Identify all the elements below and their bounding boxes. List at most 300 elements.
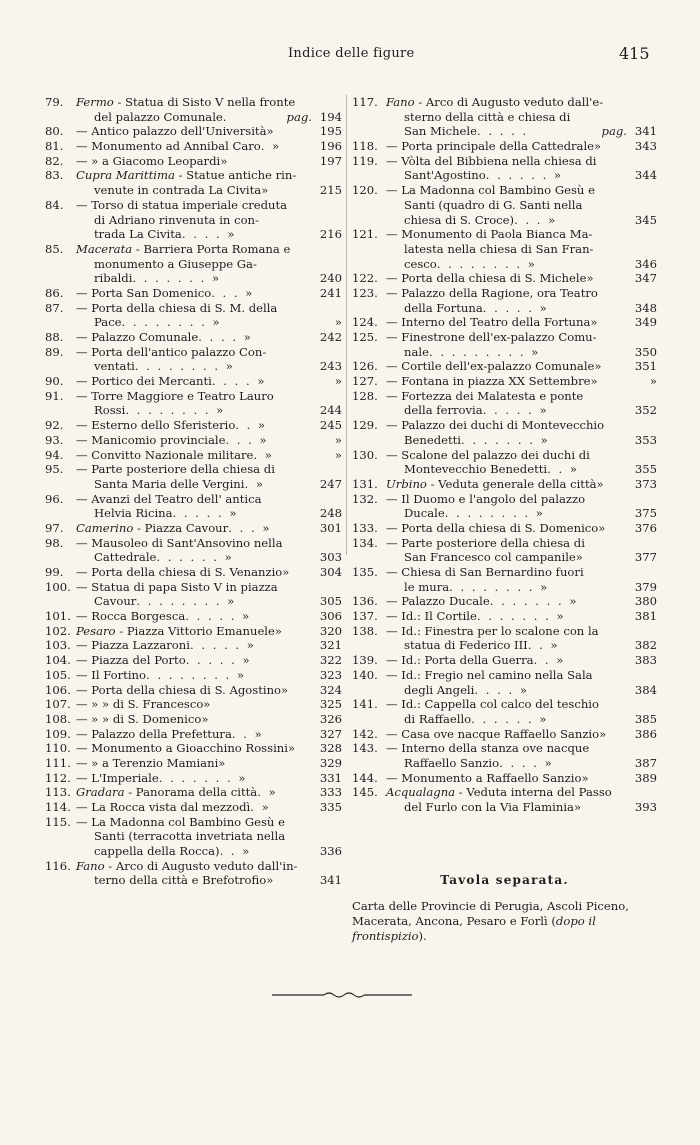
figure-number: 92. [45,418,64,433]
dot-leader: » [266,124,276,139]
index-entry-line [45,580,342,595]
entry-text [386,506,657,521]
page-number-ref: 386 [634,726,657,741]
figure-number: 89. [45,344,64,359]
dot-leader: » [596,476,606,491]
page-number-ref: 380 [634,594,657,609]
dot-leader: . . . . . . . . » [136,594,237,609]
index-entry-line [45,242,342,257]
entry-description: Ducale [404,506,445,521]
page-number-ref: » [649,374,657,389]
index-entry-line [45,403,342,418]
ornament-divider [272,990,412,1000]
index-entry-line [45,638,342,653]
entry-text [76,213,342,228]
entry-description: - Statue antiche rin- [174,168,297,183]
entry-description: — Finestrone dell'ex-palazzo Comu- [386,330,597,344]
dot-leader: . . » [231,726,264,741]
page-number-ref: 347 [634,271,657,286]
entry-description: — La Madonna col Bambino Gesù e [76,814,285,829]
figure-number: 79. [45,95,64,109]
figure-number: 108. [45,711,71,726]
entry-text [386,95,657,110]
page-reference [627,580,657,595]
entry-description: — Palazzo della Prefettura [76,726,232,741]
dot-leader: » [282,565,292,579]
place-name: Fano [386,95,415,109]
index-entry-line [352,286,657,301]
entry-description: latesta nella chiesa di San Fran- [404,241,594,256]
page-number-ref: 336 [319,844,342,859]
entry-text [386,389,657,404]
figure-number: 82. [45,153,64,168]
figure-number: 118. [352,139,378,154]
figure-number: 117. [352,95,378,109]
page-number-ref: 245 [319,418,342,433]
tavola-text-italic: dopo il frontispizio [352,914,596,943]
figure-number: 115. [45,814,71,829]
index-entry-line [352,594,657,609]
entry-description: — Antico palazzo dell'Università [76,124,267,139]
entry-text [76,374,342,389]
index-entry-line [352,330,657,345]
figure-number: 112. [45,770,71,785]
page-reference [312,286,342,301]
entry-text [386,198,657,213]
index-entry-line [45,154,342,169]
entry-description: — Porta dell'antico palazzo Con- [76,344,267,359]
entry-text [76,301,342,316]
entry-description: della Fortuna [404,300,483,315]
entry-text [76,492,342,507]
figure-number: 145. [352,785,378,800]
page-number-ref: 216 [319,227,342,242]
figure-number: 116. [45,858,71,873]
page-number-ref: 196 [319,139,342,154]
dot-leader: . . . . . » [172,506,239,521]
dot-leader: . . » [219,844,252,859]
index-entry-line [45,550,342,565]
entry-text [386,727,657,742]
entry-description: ribaldi [94,271,133,286]
dot-leader: . . . . . . » [471,711,549,726]
index-entry-line [352,683,657,698]
place-name: Gradara [76,785,125,800]
dot-leader: . . . . . . . . » [146,667,247,682]
entry-description: — Porta della chiesa di S. Domenico [386,520,599,535]
dot-leader: . . » [533,653,566,668]
index-entry-line [45,712,342,727]
dot-leader: . . . . » [211,374,267,389]
page-number-ref: 305 [319,594,342,609]
figure-number: 128. [352,388,378,403]
entry-description: — Statua di papa Sisto V in piazza [76,579,278,594]
index-entry-line [352,403,657,418]
index-entry-line [352,168,657,183]
index-entry-line [45,536,342,551]
figure-number: 129. [352,418,378,433]
index-entry-line [352,110,657,125]
figure-number: 93. [45,432,64,447]
index-entry-line [45,859,342,874]
entry-description: - Panorama della città [124,785,258,800]
entry-text [386,697,657,712]
page-reference [627,301,657,316]
page-reference [312,873,342,888]
entry-text [76,154,342,169]
entry-description: — L'Imperiale [76,770,159,785]
index-entry-line [45,227,342,242]
page-number-ref: » [334,432,342,447]
figure-number: 122. [352,271,378,286]
page-reference [312,653,342,668]
entry-description: cesco [404,256,437,271]
index-entry-line [45,800,342,815]
index-entry-line [45,697,342,712]
entry-description: — Avanzi del Teatro dell' antica [76,491,262,506]
entry-description: — Manicomio provinciale [76,432,226,447]
page-number-ref: 247 [319,476,342,491]
dot-leader: . . . » [514,212,558,227]
entry-description: — Monumento a Raffaello Sanzio [386,770,582,785]
place-name: Camerino [76,520,134,535]
index-entry-line [352,771,657,786]
entry-text [76,638,342,653]
dot-leader: . . . . . » [189,638,256,653]
page-reference [627,506,657,521]
entry-text [386,609,657,624]
page-reference [627,462,657,477]
figure-number: 91. [45,388,64,403]
page-reference [312,477,342,492]
dot-leader: . . . » [228,520,272,535]
page-number-ref: 341 [634,124,657,139]
index-entry-line [45,609,342,624]
entry-description: — » » di S. Francesco [76,697,204,712]
index-entry-line [352,565,657,580]
entry-description: Rossi [94,403,126,418]
page-reference [627,477,657,492]
entry-text [76,624,342,639]
page-number-ref: 331 [319,770,342,785]
index-entry-line [352,638,657,653]
entry-description: — Casa ove nacque Raffaello Sanzio [386,726,600,741]
page-number-ref: 197 [319,153,342,168]
entry-text [386,756,657,771]
index-entry-line [352,183,657,198]
entry-text [76,594,342,609]
column-divider [346,95,347,555]
entry-text [76,815,342,830]
index-entry-line [352,95,657,110]
figure-number: 119. [352,153,378,168]
page-reference [627,521,657,536]
entry-text [76,683,342,698]
page-number-ref: 326 [319,711,342,726]
entry-text [76,139,342,154]
entry-text [386,741,657,756]
entry-text [76,829,342,844]
entry-description: - Barriera Porta Romana e [132,241,291,256]
entry-description: Santi (quadro di G. Santi nella [404,197,583,212]
page-reference [312,550,342,565]
figure-number: 107. [45,697,71,712]
page-reference [312,638,342,653]
dot-leader: » [594,359,604,374]
figure-number: 102. [45,623,71,638]
index-entry-line [352,433,657,448]
page-number-ref: 306 [319,609,342,624]
dot-leader: » [581,770,591,785]
entry-description: - Arco di Augusto veduto dall'e- [414,95,604,109]
index-entry-line [352,580,657,595]
index-entry-line [352,697,657,712]
index-entry-line [45,492,342,507]
dot-leader: . . . . . . . . » [121,315,222,330]
index-entry-line [352,154,657,169]
dot-leader: » [287,741,298,756]
dot-leader: . . » [235,418,268,433]
dot-leader: . . . . . . . . » [444,506,545,521]
entry-description: — Cortile dell'ex-palazzo Comunale [386,359,595,374]
index-entry-line [352,271,657,286]
entry-description: - Veduta generale della città [426,476,597,491]
page-reference [312,271,342,286]
entry-description: — Porta San Domenico [76,285,212,300]
entry-description: — Interno della stanza ove nacque [386,741,590,756]
dot-leader: . . . . . . » [485,168,564,183]
entry-text [76,418,342,433]
figure-number: 136. [352,594,378,609]
entry-description: - Piazza Cavour [133,520,229,535]
dot-leader: . » [244,476,265,491]
entry-text [386,521,657,536]
page-number-ref: 303 [319,550,342,565]
entry-text [386,683,657,698]
index-entry-line [45,683,342,698]
index-entry-line [45,594,342,609]
entry-text [76,315,342,330]
index-entry-line [45,198,342,213]
entry-text [386,168,657,183]
page-reference [627,359,657,374]
entry-description: Helvia Ricina [94,506,173,521]
entry-text [386,594,657,609]
page-number-ref: 345 [634,212,657,227]
page-reference [627,315,657,330]
page-reference [312,594,342,609]
figure-number: 132. [352,491,378,506]
page-number-ref: 194 [319,109,342,124]
index-entry-line [352,374,657,389]
dot-leader: . . . . . . . . » [449,579,550,594]
dot-leader: . » [260,139,282,154]
figure-number: 140. [352,667,378,682]
entry-description: — La Rocca vista dal mezzodì [76,800,251,814]
entry-description: — Monumento di Paola Bianca Ma- [386,227,593,242]
entry-description: — » a Giacomo Leopardi [76,153,221,168]
figure-number: 141. [352,697,378,712]
page-reference [312,330,342,345]
entry-text [76,873,342,888]
page-number-ref: 353 [634,432,657,447]
page-number-ref: » [334,374,342,389]
dot-leader: » [575,550,585,565]
entry-description: — Il Fortino [76,667,146,682]
entry-description: le mura [404,579,450,594]
page-number-ref: 327 [319,726,342,741]
entry-description: — Palazzo dei duchi di Montevecchio [386,418,605,433]
index-entry-line [352,492,657,507]
entry-description: sterno della città e chiesa di [404,109,571,124]
entry-text [76,227,342,242]
entry-text [386,477,657,492]
entry-text [386,462,657,477]
tavola-text-end: ). [418,929,427,943]
entry-text [386,110,657,125]
index-entry-line [45,815,342,830]
index-entry-line [352,198,657,213]
dot-leader: . . » [527,638,560,653]
dot-leader: . . . . . . » [156,550,234,565]
page-reference [627,139,657,154]
figure-number: 106. [45,682,71,697]
index-entry-line [352,712,657,727]
figure-number: 138. [352,623,378,638]
page-abbr: pag. [286,109,312,124]
figure-number: 123. [352,285,378,300]
page-reference [627,609,657,624]
entry-text [76,506,342,521]
page-reference [627,756,657,771]
dot-leader: . » [257,785,278,800]
page-reference [312,403,342,418]
page-reference [627,257,657,272]
index-entry-line [352,741,657,756]
entry-text [76,741,342,756]
dot-leader: » [594,139,604,154]
page-reference [627,653,657,668]
page-reference [312,844,342,859]
index-entry-line [352,462,657,477]
entry-text [386,492,657,507]
page-number-ref: 325 [319,697,342,712]
page-reference [312,374,342,389]
dot-leader: . . . . . » [482,300,549,315]
page-number-ref: 321 [319,638,342,653]
index-entry-line [45,829,342,844]
page-reference [627,638,657,653]
index-entry-line [45,286,342,301]
index-entry-line [45,462,342,477]
page-number-ref: 328 [319,741,342,756]
entry-text [76,286,342,301]
entry-description: — Palazzo Comunale [76,330,199,344]
page-reference [312,506,342,521]
page-number-ref: » [334,315,342,330]
page-number-ref: 373 [634,476,657,491]
entry-text [386,785,657,800]
dot-leader: . . . . . . . . » [436,256,537,271]
entry-description: — Porta della chiesa di S. Michele [386,271,587,286]
entry-text [76,198,342,213]
entry-text [76,756,342,771]
index-entry-line [45,124,342,139]
figure-number: 81. [45,139,64,154]
figure-number: 143. [352,741,378,756]
place-name: Pesaro [76,623,116,638]
entry-description: — Fortezza dei Malatesta e ponte [386,388,584,403]
entry-description: terno della città e Brefotrofio [94,873,267,888]
index-entry-line [45,506,342,521]
figure-number: 126. [352,359,378,374]
page-number-ref: 385 [634,711,657,726]
entry-description: — La Madonna col Bambino Gesù e [386,183,595,198]
entry-description: - Piazza Vittorio Emanuele [115,623,275,638]
index-entry-line [352,653,657,668]
entry-text [76,653,342,668]
entry-text [386,124,657,139]
index-entry-line [352,301,657,316]
entry-text [76,785,342,800]
figure-number: 80. [45,124,64,139]
entry-text [386,154,657,169]
index-entry-line [45,448,342,463]
entry-text [386,418,657,433]
entry-description: — Torre Maggiore e Teatro Lauro [76,388,274,403]
index-entry-line [352,257,657,272]
page-number-ref: 242 [319,330,342,344]
dot-leader: » [203,697,213,712]
page-number-ref: 333 [319,785,342,800]
index-entry-line [45,653,342,668]
entry-description: Montevecchio Benedetti [404,462,548,477]
page-number-ref: 383 [634,653,657,668]
page-number-ref: 241 [319,285,342,300]
figure-number: 99. [45,565,64,579]
index-entry-line [352,521,657,536]
dot-leader: » [201,711,211,726]
index-entry-line [45,95,342,110]
entry-description: Sant'Agostino [404,168,486,183]
entry-description: — Monumento a Gioacchino Rossini [76,741,288,756]
page-number-ref: 349 [634,315,657,330]
figure-number: 121. [352,227,378,242]
entry-text [386,448,657,463]
page-number-ref: 381 [634,609,657,624]
index-entry-line [45,521,342,536]
entry-text [386,139,657,154]
figure-number: 98. [45,535,64,550]
entry-description: — Monumento ad Annibal Caro [76,139,261,154]
page-reference [312,756,342,771]
figure-number: 142. [352,726,378,741]
entry-text [386,271,657,286]
page-reference [312,741,342,756]
index-entry-line [45,330,342,345]
entry-description: — Id.: Porta della Guerra [386,653,534,668]
index-entry-line [45,844,342,859]
page-number-ref: 389 [634,770,657,785]
entry-description: ventati [94,359,135,374]
index-entry-line [45,418,342,433]
dot-leader: » [573,800,584,814]
dot-leader: . » [250,800,271,814]
figure-number: 109. [45,726,71,741]
entry-text [386,315,657,330]
figure-number: 88. [45,330,64,344]
entry-text [386,374,657,389]
